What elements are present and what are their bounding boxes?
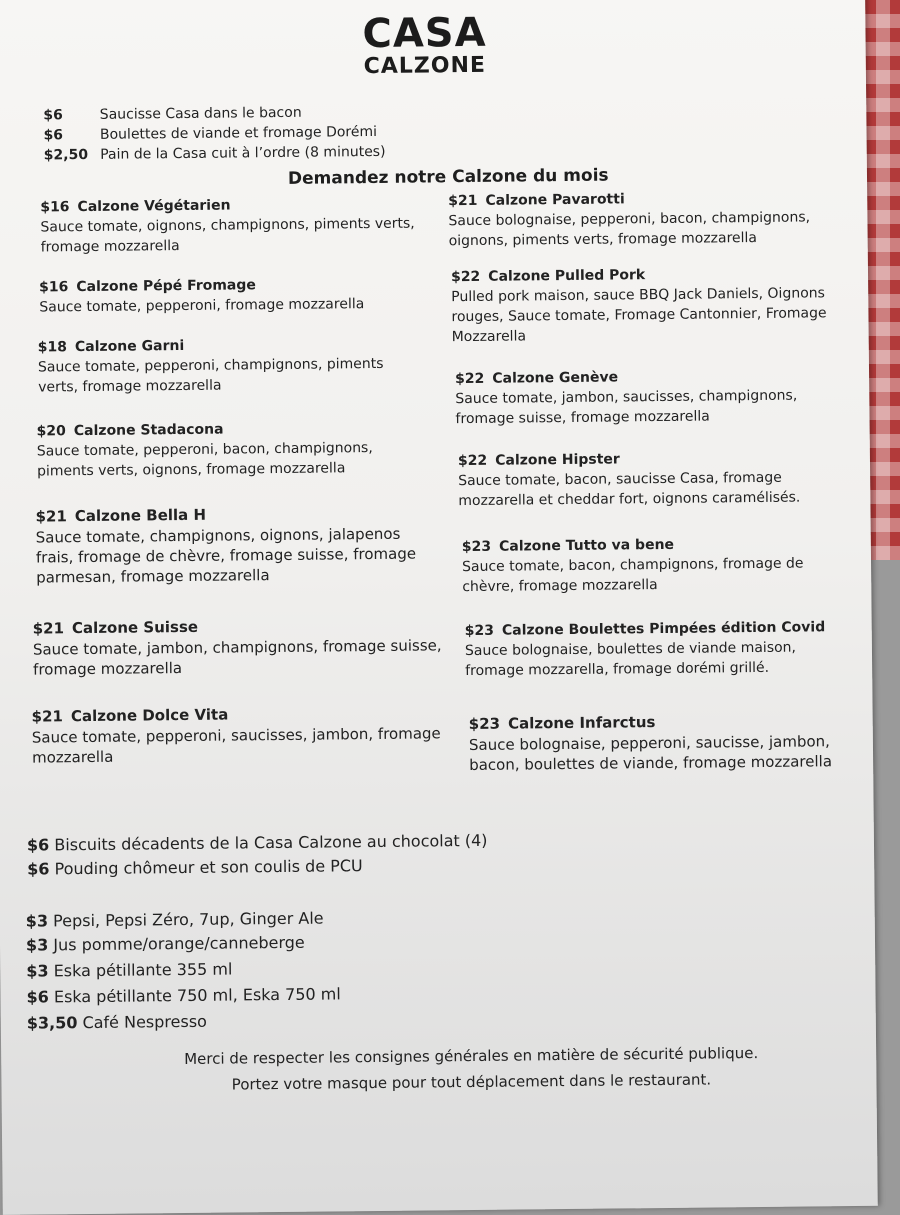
item-description [32, 723, 452, 767]
drink-item [26, 909, 324, 931]
item-name: Calzone Genève [492, 369, 619, 387]
desc-line: Sauce tomate, jambon, saucisses, champignons, [455, 387, 798, 408]
item-price: $6 [26, 835, 50, 855]
desc-line: piments verts, oignons, fromage mozzarella [36, 460, 346, 480]
item-price: $3,50 [26, 1013, 78, 1033]
item-description [33, 635, 453, 679]
desc-line: Mozzarella [451, 328, 527, 346]
calzone-item [455, 367, 846, 429]
item-price: $23 [461, 538, 492, 556]
desc-line: oignons, piments verts, fromage mozzarella [448, 229, 758, 250]
drink-item [26, 984, 340, 1006]
desc-line: parmesan, fromage mozzarella [36, 566, 270, 587]
desc-line: Sauce tomate, pepperoni, saucisses, jambon, fromage [31, 724, 441, 747]
footer-notice-2: Portez votre masque pour tout déplacement dans le restaurant. [231, 1070, 712, 1094]
item-name: Eska pétillante 750 ml, Eska 750 ml [53, 984, 341, 1007]
item-price: $6 [43, 127, 64, 144]
item-price: $6 [43, 107, 63, 124]
item-price: $6 [26, 987, 49, 1007]
desc-line: Sauce tomate, pepperoni, bacon, champignons, [36, 440, 373, 460]
desc-line: mozzarella et cheddar fort, oignons caramélisés. [458, 489, 801, 510]
item-price: $21 [32, 619, 65, 638]
item-name: Calzone Infarctus [507, 713, 656, 733]
desc-line: Sauce tomate, bacon, champignons, fromage de [461, 555, 804, 576]
item-description [36, 523, 447, 587]
item-name: Eska pétillante 355 ml [53, 959, 233, 981]
footer-notice-1: Merci de respecter les consignes générales en matière de sécurité publique. [184, 1044, 759, 1069]
month-calzone-heading: Demandez notre Calzone du mois [287, 165, 609, 189]
desc-line: fromage mozzarella, fromage dorémi grillé. [465, 659, 770, 680]
item-name: Saucisse Casa dans le bacon [99, 104, 302, 123]
item-price: $22 [455, 370, 485, 388]
calzone-item [40, 195, 441, 257]
item-name: Jus pomme/orange/canneberge [53, 932, 305, 955]
item-description [458, 467, 848, 511]
item-name: Calzone Dolce Vita [70, 705, 229, 726]
item-description [448, 207, 838, 251]
drink-item [26, 960, 232, 981]
item-description [465, 637, 857, 681]
item-name: Pepsi, Pepsi Zéro, 7up, Ginger Ale [53, 908, 324, 931]
item-price: $16 [40, 199, 70, 216]
drink-item [27, 1012, 207, 1033]
desc-line: Pulled pork maison, sauce BBQ Jack Daniels, Oignons [451, 285, 825, 306]
menu-item [44, 144, 386, 164]
desc-line: rouges, Sauce tomate, Fromage Cantonnier, Fromage [451, 305, 827, 326]
item-description [455, 385, 845, 429]
desc-line: chèvre, fromage mozzarella [462, 577, 658, 596]
dessert-item [27, 856, 363, 879]
item-price: $23 [464, 622, 495, 640]
menu-item [43, 105, 302, 124]
desc-line: mozzarella [31, 747, 114, 767]
desc-line: fromage mozzarella [40, 238, 180, 256]
calzone-item [458, 449, 849, 511]
item-name: Calzone Pépé Fromage [76, 277, 256, 296]
desc-line: Sauce tomate, pepperoni, fromage mozzarella [39, 296, 365, 316]
item-description [40, 213, 440, 257]
item-price: $2,50 [43, 146, 89, 164]
calzone-item [462, 535, 853, 597]
logo-line-2: CALZONE [363, 52, 487, 80]
desc-line: Sauce bolognaise, pepperoni, bacon, champignons, [448, 209, 811, 230]
calzone-item [448, 189, 839, 251]
calzone-item [38, 335, 439, 397]
item-description [469, 731, 861, 775]
logo [362, 9, 487, 80]
desc-line: bacon, boulettes de viande, fromage mozzarella [469, 752, 833, 775]
item-price: $20 [36, 423, 66, 440]
item-name: Calzone Tutto va bene [499, 536, 675, 555]
item-description [38, 353, 438, 397]
item-price: $21 [35, 507, 67, 526]
drink-item [26, 933, 305, 955]
item-name: Calzone Pavarotti [485, 191, 625, 209]
item-name: Calzone Hipster [495, 451, 620, 469]
item-name: Calzone Boulettes Pimpées édition Covid [501, 619, 826, 639]
item-name: Calzone Pulled Pork [488, 267, 646, 285]
calzone-item [37, 419, 438, 481]
desc-line: Sauce tomate, pepperoni, champignons, piments [37, 355, 384, 376]
calzone-item [465, 619, 858, 681]
desc-line: Sauce bolognaise, pepperoni, saucisse, jambon, [468, 732, 831, 755]
dessert-item [27, 831, 488, 855]
calzone-item [469, 711, 862, 775]
item-name: Pouding chômeur et son coulis de PCU [54, 856, 363, 879]
item-description [451, 283, 842, 347]
item-name: Calzone Stadacona [73, 421, 224, 440]
item-price: $18 [37, 339, 68, 356]
item-name: Calzone Suisse [71, 617, 199, 638]
desc-line: Sauce tomate, oignons, champignons, piments verts, [40, 215, 415, 236]
menu-item [43, 124, 377, 143]
item-description [462, 553, 852, 597]
desc-line: Sauce tomate, bacon, saucisse Casa, fromage [458, 469, 782, 490]
item-name: Calzone Végétarien [77, 197, 231, 216]
item-name: Calzone Bella H [74, 505, 207, 526]
item-name: Calzone Garni [74, 337, 185, 356]
item-price: $23 [468, 714, 501, 734]
item-name: Biscuits décadents de la Casa Calzone au chocolat (4) [54, 830, 488, 855]
item-price: $3 [26, 961, 49, 981]
desc-line: Sauce tomate, jambon, champignons, fromage suisse, [32, 636, 442, 659]
calzone-item [39, 275, 439, 317]
desc-line: fromage mozzarella [33, 659, 183, 679]
item-price: $3 [25, 911, 49, 931]
desc-line: frais, fromage de chèvre, fromage suisse, fromage [35, 544, 417, 567]
item-name: Pain de la Casa cuit à l’ordre (8 minutes) [100, 143, 386, 163]
desc-line: verts, fromage mozzarella [38, 377, 222, 396]
item-price: $21 [31, 707, 64, 726]
item-price: $16 [39, 279, 69, 296]
desc-line: fromage suisse, fromage mozzarella [455, 408, 710, 428]
calzone-item [451, 265, 842, 347]
item-price: $3 [25, 935, 49, 955]
desc-line: Sauce tomate, champignons, oignons, jalapenos [35, 524, 401, 547]
calzone-item [33, 615, 454, 679]
calzone-item [35, 503, 446, 587]
item-price: $21 [448, 192, 478, 210]
item-description [37, 437, 437, 481]
desc-line: Sauce bolognaise, boulettes de viande maison, [464, 639, 797, 660]
item-name: Café Nespresso [82, 1011, 207, 1033]
item-price: $22 [450, 268, 481, 286]
item-description [39, 293, 439, 317]
item-name: Boulettes de viande et fromage Dorémi [99, 123, 378, 143]
calzone-item [32, 703, 453, 767]
item-price: $6 [27, 859, 50, 879]
logo-line-1: CASA [362, 9, 487, 58]
item-price: $22 [457, 452, 488, 470]
